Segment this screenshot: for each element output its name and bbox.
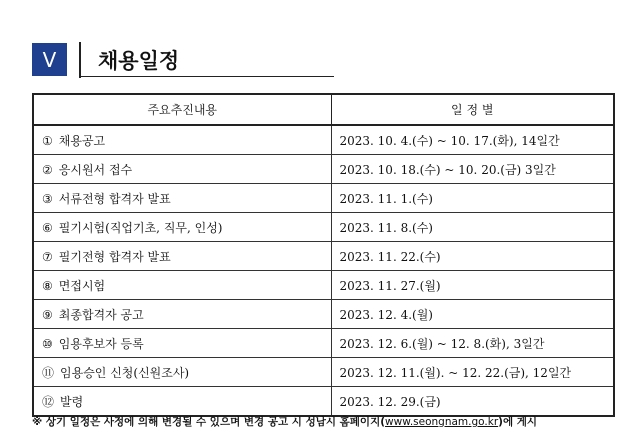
- task-cell: [33, 358, 331, 387]
- date-cell: 2023. 10. 18.(수) ~ 10. 20.(금) 3일간: [331, 155, 614, 184]
- section-title: 채용일정: [98, 49, 180, 73]
- task-label: 서류전형 합격자 발표: [58, 191, 171, 206]
- section-divider: [79, 42, 81, 78]
- task-cell: [33, 271, 331, 300]
- date-cell: 2023. 10. 4.(수) ~ 10. 17.(화), 14일간: [331, 125, 614, 155]
- section-number-badge: [32, 43, 67, 76]
- task-cell: [33, 125, 331, 155]
- date-cell: 2023. 12. 6.(월) ~ 12. 8.(화), 3일간: [331, 329, 614, 358]
- task-label: 필기전형 합격자 발표: [58, 249, 171, 264]
- homepage-link[interactable]: www.seongnam.go.kr: [385, 416, 499, 428]
- task-cell: [33, 300, 331, 329]
- task-label: 채용공고: [58, 133, 106, 148]
- footnote: [32, 414, 632, 429]
- step-number: ⑦: [42, 249, 53, 264]
- table-row: [33, 387, 614, 417]
- table-row: [33, 155, 614, 184]
- table-row: [33, 242, 614, 271]
- step-number: ⑫: [42, 394, 55, 409]
- table-row: [33, 271, 614, 300]
- date-cell: 2023. 12. 4.(월): [331, 300, 614, 329]
- table-row: [33, 358, 614, 387]
- task-cell: [33, 387, 331, 417]
- table-row: [33, 213, 614, 242]
- task-cell: [33, 329, 331, 358]
- table-row: [33, 300, 614, 329]
- task-cell: [33, 242, 331, 271]
- task-label: 임용후보자 등록: [58, 336, 144, 351]
- table-header-row: [33, 94, 614, 125]
- table-row: [33, 125, 614, 155]
- date-cell: 2023. 11. 22.(수): [331, 242, 614, 271]
- step-number: ⑧: [42, 278, 53, 293]
- task-cell: [33, 155, 331, 184]
- task-label: 면접시험: [58, 278, 106, 293]
- task-cell: [33, 184, 331, 213]
- step-number: ⑥: [42, 220, 53, 235]
- table-row: [33, 184, 614, 213]
- table-row: [33, 329, 614, 358]
- date-cell: 2023. 11. 8.(수): [331, 213, 614, 242]
- footnote-text: ※ 상기 일정은 사정에 의해 변경될 수 있으며 변경 공고 시 성남시 홈페이지(: [32, 416, 386, 428]
- date-cell: 2023. 12. 11.(월). ~ 12. 22.(금), 12일간: [331, 358, 614, 387]
- schedule-table: [32, 93, 615, 417]
- task-label: 임용승인 신청(신원조사): [60, 365, 190, 380]
- task-label: 최종합격자 공고: [58, 307, 144, 322]
- header-task: 주요추진내용: [33, 94, 331, 125]
- step-number: ⑨: [42, 307, 53, 322]
- section-header: [32, 38, 334, 78]
- task-label: 발령: [60, 394, 84, 409]
- date-cell: 2023. 11. 27.(월): [331, 271, 614, 300]
- date-cell: 2023. 11. 1.(수): [331, 184, 614, 213]
- task-label: 필기시험(직업기초, 직무, 인성): [58, 220, 223, 235]
- header-schedule: 일 정 별: [331, 94, 614, 125]
- step-number: ②: [42, 162, 53, 177]
- date-cell: 2023. 12. 29.(금): [331, 387, 614, 417]
- footnote-suffix: )에 게시: [498, 416, 538, 428]
- section-underline: [80, 76, 334, 77]
- step-number: ⑩: [42, 336, 53, 351]
- task-cell: [33, 213, 331, 242]
- step-number: ①: [42, 133, 53, 148]
- step-number: ⑪: [42, 365, 55, 380]
- step-number: ③: [42, 191, 53, 206]
- section-number: V: [42, 47, 57, 72]
- task-label: 응시원서 접수: [58, 162, 133, 177]
